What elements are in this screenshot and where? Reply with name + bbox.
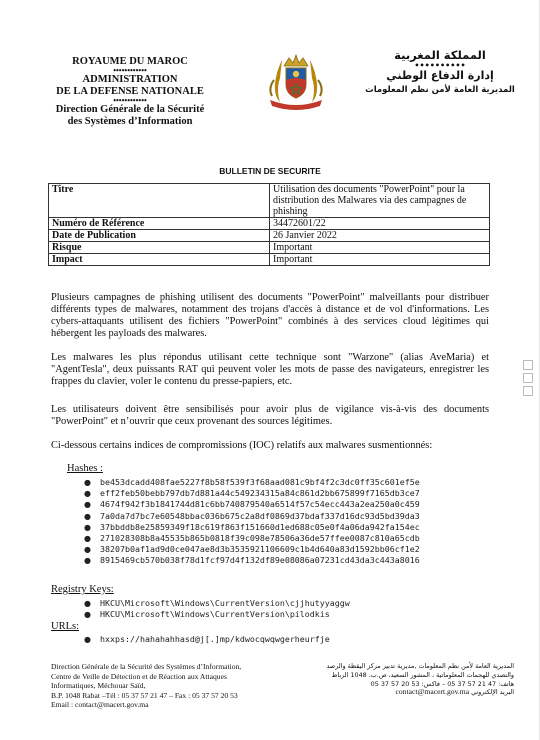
email-address: contact@macert.gov.ma [395,687,470,697]
bullet-icon: ● [84,500,91,510]
kingdom-name-arabic: المملكة المغربية [394,48,486,62]
kingdom-name: ROYAUME DU MAROC [72,56,188,67]
footer-line-arabic: والتصدي للهجمات المعلوماتية ، المشور السعيد، ص.ب. 1048 الرباط [331,670,514,679]
titre-value: Utilisation des documents "PowerPoint" pour la distribution des Malwares via des campagnes de phishing [270,184,490,218]
footer-right-arabic [300,662,514,697]
list-item [84,499,420,510]
footer-email: Email : contact@macert.gov.ma [51,700,149,710]
table-row [49,242,490,254]
impact-value: Important [270,254,490,266]
list-item [84,477,420,488]
url-value: hxxps://hahahahhasd@j[.]mp/kdwocqwqwgerheurfje [100,634,330,644]
registry-key: HKCU\Microsoft\Windows\CurrentVersion\cjjhutyyaggw [100,598,350,608]
footer-line: Direction Générale de la Sécurité des Systèmes d’Information, [51,662,242,671]
paragraph-awareness: Les utilisateurs doivent être sensibilisés pour avoir plus de vigilance vis-à-vis des documents "PowerPoint" et n’ouvrir que ceux provenant des sources légitimes. [51,404,489,427]
risque-value: Important [270,242,490,254]
hash-value: 271028308b8a45535b865b0818f39c098e78506a36de57ffee0087c810a65cdb [100,533,420,544]
urls-title: URLs: [51,621,80,632]
table-row [49,218,490,230]
bullet-icon: ● [84,478,91,487]
bullet-icon: ● [84,522,91,532]
moroccan-coat-of-arms-icon [262,50,330,114]
hash-value: 8915469cb570b038f78d1fcf97d4f132df89e08086a07231cd43da3c443a8016 [100,555,420,566]
registry-keys-title: Registry Keys: [51,584,114,595]
titre-label: Titre [49,184,270,218]
registry-keys-list [84,598,350,620]
list-item [84,609,350,620]
table-row [49,184,490,218]
list-item [84,511,420,522]
list-item [84,533,420,544]
header-right-block [365,48,515,97]
list-item [84,522,420,533]
list-item [84,634,330,645]
paragraph-intro: Plusieurs campagnes de phishing utilisent des documents "PowerPoint" malveillants pour distribuer différents types de malwares, notamment des trojans d'accès à distance et de vol d'informations. Les cybers-attaquants utilisent des fichiers "PowerPoint" combinés à des services cloud légitimes qui hébergent les payloads des malwares. [51,292,489,339]
bullet-icon: ● [84,556,91,566]
hash-value: 38207b0af1ad9d0ce047ae8d3b3535921106609c1b4d640a83d1592bb06cf1e2 [100,544,420,555]
defense-name-arabic: إدارة الدفاع الوطني [386,69,494,82]
date-label: Date de Publication [49,230,270,242]
list-item [84,555,420,566]
scroll-marker-icon [523,360,533,370]
bullet-icon: ● [84,489,91,499]
impact-label: Impact [49,254,270,266]
list-item [84,598,350,609]
hashes-title: Hashes : [67,463,103,474]
bullet-icon: ● [84,545,91,555]
scroll-marker-icon [523,386,533,396]
footer-email-arabic [300,688,514,697]
paragraph-malwares: Les malwares les plus répondus utilisant cette technique sont "Warzone" (alias AveMaria) et "AgentTesla", deux puissants RAT qui peuvent voler les mots de passe des navigateurs, enregistrer les frappes du clavier, voler le contenu du presse-papiers, etc. [51,352,489,387]
hash-value: 7a0da7d7bc7e60548bbac036b675c2a8df0869d37bdaf337d16dc93d5bd39da3 [100,510,420,521]
defense-name: DE LA DEFENSE NATIONALE [56,86,204,97]
table-row [49,230,490,242]
reference-value: 34472601/22 [270,218,490,230]
bullet-icon: ● [84,599,91,608]
table-row [49,254,490,266]
bullet-icon: ● [84,511,91,521]
hashes-list [84,477,420,567]
paragraph-ioc-intro: Ci-dessous certains indices de compromissions (IOC) relatifs aux malwares susmentionnés: [51,440,433,451]
registry-key: HKCU\Microsoft\Windows\CurrentVersion\pilodkis [100,609,330,620]
hash-value: eff2feb50bebb797db7d881a44c549234315a84c861d2bb675899f7165db3ce7 [100,488,420,499]
directorate-line1: Direction Générale de la Sécurité [55,104,205,115]
header-left-block [40,56,220,128]
bullet-icon: ● [84,534,91,544]
administration-name: ADMINISTRATION [82,74,178,85]
email-label-arabic: البريد الإلكتروني [471,688,514,697]
directorate-line2: des Systèmes d’Information [67,116,193,127]
header-dots-arabic: •••••••••• [414,61,466,70]
scroll-marker-group [523,360,535,399]
footer-line: B.P. 1048 Rabat –Tél : 05 37 57 21 47 – Fax : 05 37 57 20 53 [51,690,238,700]
hash-value: 4674f942f3b1841744d81c6bb740879540a6514f57c54ecc443a2ea250a0c459 [100,499,420,510]
header-dots: •••••••••••• [113,66,147,75]
info-table [48,183,490,266]
date-value: 26 Janvier 2022 [270,230,490,242]
hash-value: 37bbddb8e25859349f18c619f863f151660d1ed688c05e0f4a06da942fa154ec [100,521,420,532]
urls-list [84,634,330,645]
bullet-icon: ● [84,610,91,620]
list-item [84,488,420,499]
reference-label: Numéro de Référence [49,218,270,230]
footer-line-arabic: هاتف: 47 21 57 37 05 – فاكس: 53 20 57 37 05 [370,679,514,688]
bulletin-title: BULLETIN DE SECURITE [219,166,321,176]
footer-left [51,662,281,710]
footer-line-arabic: المديرية العامة لأمن نظم المعلومات ,مديرية تدبير مركز اليقظة والرصد [326,662,514,670]
scroll-marker-icon [523,373,533,383]
header-dots-2: •••••••••••• [113,96,147,105]
footer-line: Centre de Veille de Détection et de Réaction aux Attaques [51,671,227,681]
bullet-icon: ● [84,635,91,644]
hash-value: be453dcadd408fae5227f8b58f539f3f68aad081c9bf4f2c3dc0ff35c601ef5e [100,477,420,487]
directorate-name-arabic: المديرية العامة لأمن نظم المعلومات [365,85,515,95]
footer-line: Informatiques, Méchouar Saïd, [51,681,146,691]
list-item [84,544,420,555]
risque-label: Risque [49,242,270,254]
